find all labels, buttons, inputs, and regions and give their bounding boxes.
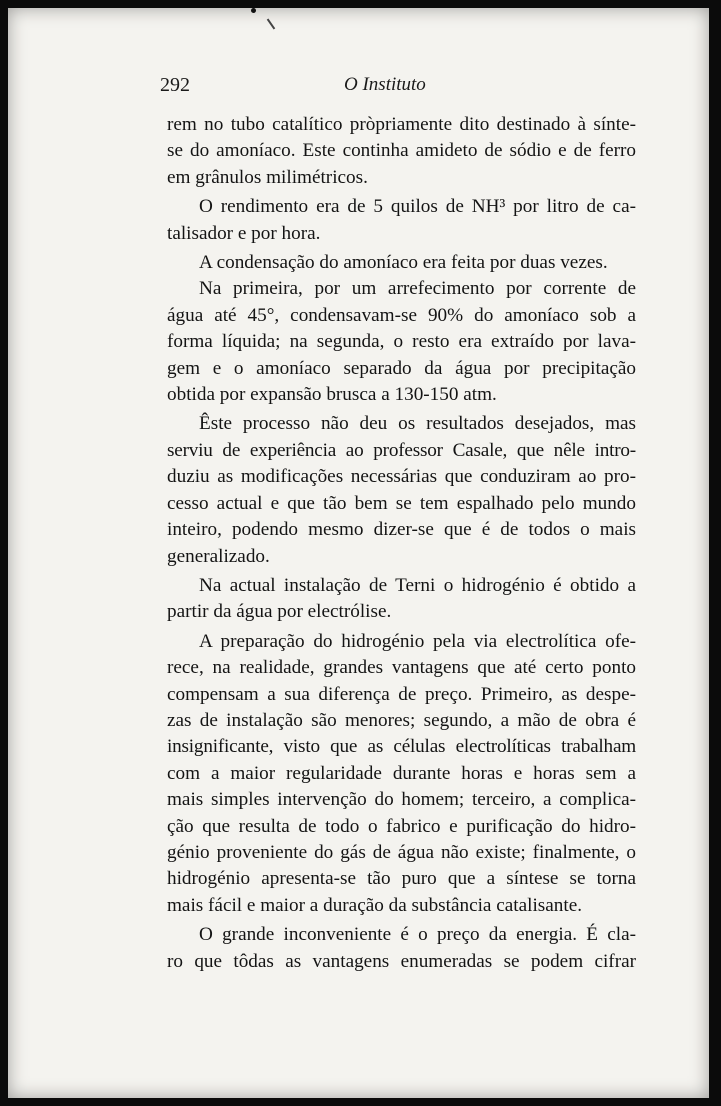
text-line: hidrogénio apresenta-se tão puro que a síntese se torna (167, 868, 636, 890)
text-line: O grande inconveniente é o preço da energia. É cla- (199, 924, 636, 946)
ink-speck (251, 8, 256, 13)
book-page (8, 8, 709, 1098)
text-line: insignificante, visto que as células electrolíticas trabalham (167, 736, 636, 758)
text-line: obtida por expansão brusca a 130-150 atm. (167, 384, 497, 406)
text-line: cesso actual e que tão bem se tem espalhado pelo mundo (167, 492, 636, 514)
text-line: duziu as modificações necessárias que conduziram ao pro- (167, 466, 636, 488)
text-line: O rendimento era de 5 quilos de NH³ por litro de ca- (199, 196, 636, 218)
text-line: forma líquida; na segunda, o resto era extraído por lava- (167, 331, 636, 353)
text-line: mais fácil e maior a duração da substância catalisante. (167, 894, 583, 916)
page-header (158, 68, 638, 102)
body-text (167, 112, 636, 975)
ink-stroke (267, 19, 276, 30)
text-line: talisador e por hora. (167, 222, 321, 244)
text-line: mais simples intervenção do homem; terceiro, a complica- (167, 789, 636, 811)
text-line: A condensação do amoníaco era feita por duas vezes. (199, 252, 608, 274)
text-line: inteiro, podendo mesmo dizer-se que é de todos o mais (167, 519, 636, 541)
text-line: génio proveniente do gás de água não existe; finalmente, o (167, 841, 636, 863)
text-line: ção que resulta de todo o fabrico e purificação do hidro- (167, 815, 636, 837)
text-line: generalizado. (167, 545, 270, 567)
text-line: rem no tubo catalítico pròpriamente dito destinado à sínte- (167, 114, 636, 135)
text-line: compensam a sua diferença de preço. Primeiro, as despe- (167, 683, 636, 705)
text-line: rece, na realidade, grandes vantagens que até certo ponto (167, 657, 636, 679)
running-head: O Instituto (344, 74, 426, 95)
text-line: A preparação do hidrogénio pela via electrolítica ofe- (199, 630, 636, 652)
text-line: se do amoníaco. Este continha amideto de sódio e de ferro (167, 140, 636, 162)
text-line: serviu de experiência ao professor Casale, que nêle intro- (167, 439, 636, 461)
text-line: em grânulos milimétricos. (167, 166, 368, 188)
text-line: ro que tôdas as vantagens enumeradas se podem cifrar (167, 950, 636, 972)
text-line: com a maior regularidade durante horas e horas sem a (167, 762, 636, 784)
text-line: zas de instalação são menores; segundo, a mão de obra é (167, 709, 636, 731)
page-number: 292 (160, 74, 190, 96)
text-line: gem e o amoníaco separado da água por precipitação (167, 357, 636, 379)
text-line: partir da água por electrólise. (167, 601, 392, 623)
text-line: Na primeira, por um arrefecimento por corrente de (199, 278, 636, 300)
text-line: Na actual instalação de Terni o hidrogénio é obtido a (199, 574, 636, 596)
text-line: água até 45°, condensavam-se 90% do amoníaco sob a (167, 304, 636, 326)
text-line: Êste processo não deu os resultados desejados, mas (199, 413, 636, 435)
